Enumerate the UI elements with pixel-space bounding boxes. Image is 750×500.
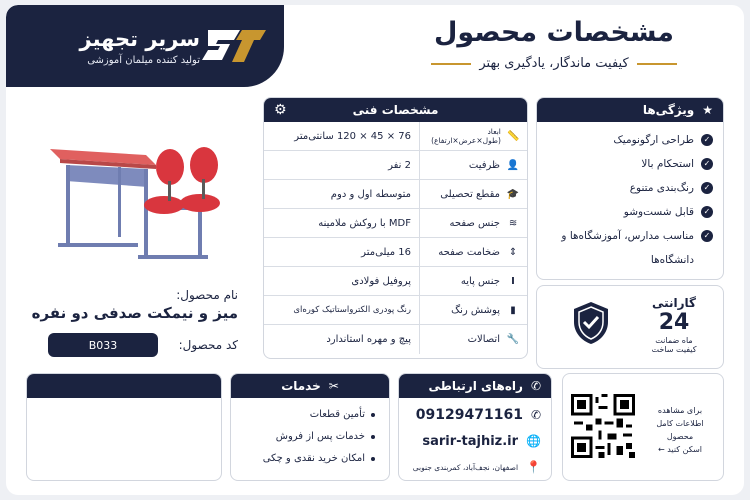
warranty-line2: کیفیت ساخت — [651, 345, 697, 354]
spec-sheet — [6, 5, 744, 495]
qr-code[interactable] — [571, 394, 635, 458]
warranty-number: 24 — [658, 310, 690, 335]
steel-beam-icon: I — [511, 275, 515, 287]
contact-address-row — [399, 454, 551, 480]
contact-title: راه‌های ارتباطی — [428, 379, 523, 393]
spec-key: اتصالات — [467, 334, 500, 345]
contact-phone[interactable]: 09129471161 — [415, 407, 523, 423]
brand-name: سریر تجهیز — [79, 26, 200, 51]
thickness-icon: ⇕ — [508, 246, 518, 258]
spec-row — [264, 209, 527, 238]
check-icon: ✓ — [701, 206, 713, 218]
ruler-icon: 📏 — [507, 130, 520, 142]
service-item: خدمات پس از فروش — [237, 426, 375, 448]
spec-row — [264, 296, 527, 325]
page-subtitle: کیفیت ماندگار، یادگیری بهتر — [479, 56, 629, 71]
spec-value: MDF با روکش ملامینه — [318, 217, 411, 229]
feature-item — [545, 200, 713, 224]
feature-label: قابل شست‌وشو — [623, 206, 694, 218]
features-header — [537, 98, 723, 122]
brand-logo-icon — [200, 20, 270, 72]
services-card — [230, 373, 390, 481]
spray-icon: ▮ — [510, 304, 516, 316]
bullet-icon — [371, 413, 375, 417]
check-icon: ✓ — [701, 182, 713, 194]
arrow-left-icon: ← — [657, 445, 665, 454]
qr-card — [562, 373, 724, 481]
spec-key: ضخامت صفحه — [438, 246, 500, 258]
feature-label: طراحی ارگونومیک — [613, 134, 694, 146]
contact-address: اصفهان، نجف‌آباد، کمربندی جنوبی — [412, 462, 519, 472]
bullet-icon — [371, 457, 375, 461]
spec-value: پیچ و مهره استاندارد — [326, 334, 411, 345]
feature-item — [545, 128, 713, 152]
warranty-title: گارانتی — [651, 296, 697, 310]
user-icon: 👤 — [506, 159, 520, 171]
gold-divider — [431, 63, 471, 65]
page-title: مشخصات محصول — [433, 17, 675, 48]
feature-label: استحکام بالا — [641, 158, 694, 170]
spec-value: پروفیل فولادی — [351, 275, 411, 287]
feature-item — [545, 176, 713, 200]
feature-item — [545, 152, 713, 176]
spec-key: مقطع تحصیلی — [440, 188, 500, 200]
product-code: B033 — [48, 333, 158, 357]
services-header — [231, 374, 389, 398]
spec-value: 16 میلی‌متر — [361, 246, 411, 258]
product-image — [28, 107, 228, 275]
features-card — [536, 97, 724, 280]
brand-block — [6, 5, 284, 87]
spec-key: ابعاد (طول×عرض×ارتفاع) — [431, 127, 501, 145]
contact-card — [398, 373, 552, 481]
qr-line1: برای مشاهده — [657, 406, 703, 415]
specs-card — [263, 97, 528, 359]
gear-icon: ⚙ — [274, 102, 287, 118]
spec-key: پوشش رنگ — [451, 304, 500, 316]
product-code-label: کد محصول: — [178, 338, 238, 352]
screwdriver-icon: 🔧 — [506, 334, 520, 345]
location-pin-icon: 📍 — [526, 460, 541, 474]
globe-icon: 🌐 — [526, 434, 541, 448]
feature-item — [545, 224, 713, 272]
contact-website-row — [399, 428, 551, 454]
service-item: امکان خرید نقدی و چکی — [237, 448, 375, 470]
specs-table — [264, 122, 527, 354]
service-item: تأمین قطعات — [237, 404, 375, 426]
spec-value: رنگ پودری الکترواستاتیک کوره‌ای — [293, 305, 411, 315]
spec-row — [264, 238, 527, 267]
empty-card-header — [27, 374, 221, 398]
qr-line2: اطلاعات کامل محصول — [656, 419, 704, 441]
header — [384, 17, 724, 71]
star-icon: ★ — [702, 103, 713, 117]
spec-value: 76 × 45 × 120 سانتی‌متر — [294, 130, 411, 142]
spec-row — [264, 267, 527, 296]
feature-label: رنگ‌بندی متنوع — [629, 182, 694, 194]
qr-line3: اسکن کنید ← — [657, 445, 703, 454]
layers-icon: ≋ — [508, 217, 518, 229]
phone-icon: ✆ — [530, 408, 541, 422]
graduation-cap-icon: 🎓 — [506, 188, 520, 200]
shield-check-icon — [571, 300, 611, 346]
warranty-card — [536, 285, 724, 369]
spec-key: جنس صفحه — [449, 217, 500, 229]
check-icon: ✓ — [701, 230, 713, 242]
spec-row — [264, 325, 527, 354]
tools-icon: ✂ — [328, 379, 339, 393]
product-name-label: نام محصول: — [176, 288, 238, 302]
feature-label: مناسب مدارس، آموزشگاه‌ها و دانشگاه‌ها — [561, 230, 694, 266]
spec-row — [264, 180, 527, 209]
empty-card — [26, 373, 222, 481]
features-title: ویژگی‌ها — [642, 103, 695, 117]
product-name: میز و نیمکت صدفی دو نفره — [31, 304, 238, 322]
spec-value: 2 نفر — [388, 159, 411, 171]
services-title: خدمات — [281, 379, 321, 393]
contact-phone-row — [399, 402, 551, 428]
warranty-line1: ماه ضمانت — [655, 336, 693, 345]
spec-value: متوسطه اول و دوم — [330, 188, 411, 200]
specs-header — [264, 98, 527, 122]
check-icon: ✓ — [701, 158, 713, 170]
spec-key: جنس پایه — [460, 275, 500, 287]
check-icon: ✓ — [701, 134, 713, 146]
specs-title: مشخصات فنی — [352, 103, 439, 117]
spec-row — [264, 122, 527, 151]
spec-key: ظرفیت — [468, 159, 500, 171]
gold-divider — [637, 63, 677, 65]
bullet-icon — [371, 435, 375, 439]
contact-website[interactable]: sarir-tajhiz.ir — [422, 433, 519, 449]
spec-row — [264, 151, 527, 180]
brand-tagline: تولید کننده میلمان آموزشی — [87, 54, 200, 66]
contact-header — [399, 374, 551, 398]
phone-icon: ✆ — [530, 379, 541, 393]
